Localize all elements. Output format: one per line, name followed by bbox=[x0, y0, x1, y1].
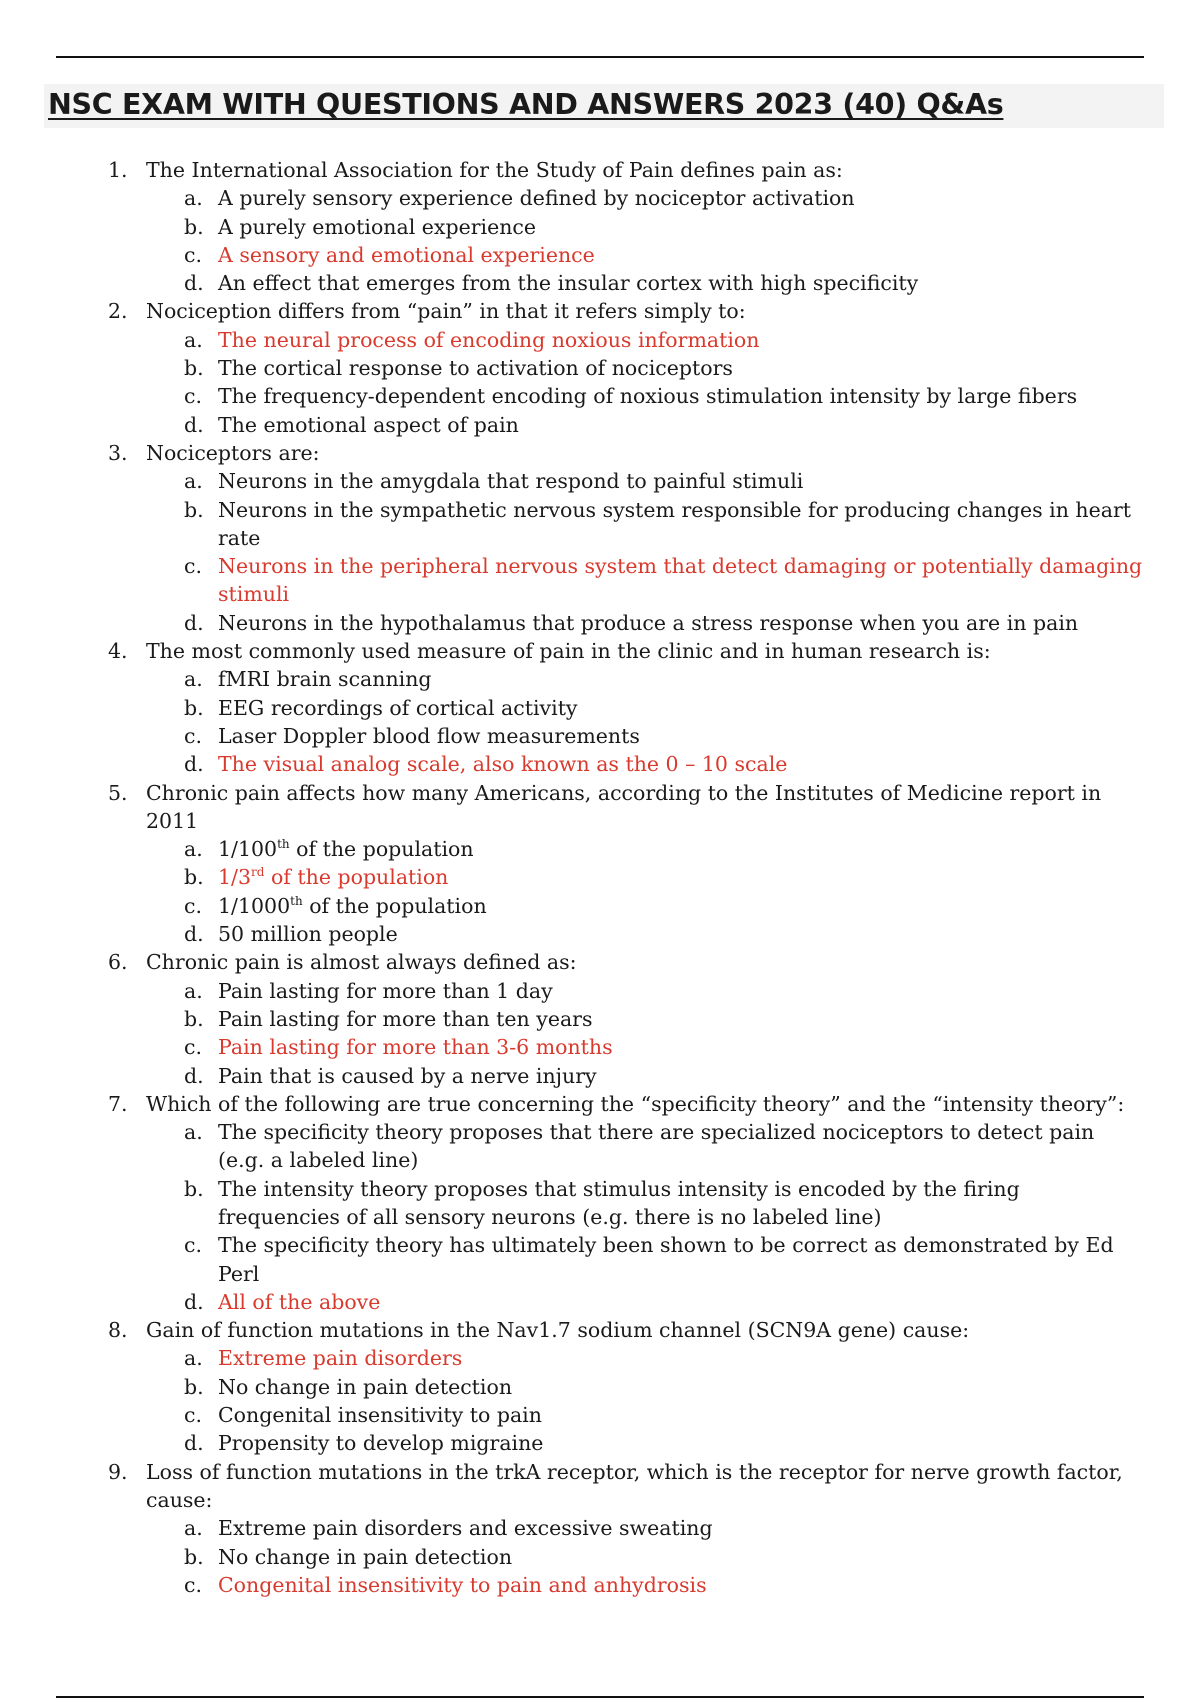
option-text: Propensity to develop migraine bbox=[218, 1431, 544, 1456]
option-letter: d. bbox=[184, 922, 204, 947]
answer-option bbox=[146, 467, 1146, 495]
correct-answer-option bbox=[146, 1571, 1146, 1599]
answer-option bbox=[146, 722, 1146, 750]
ordinal-suffix: rd bbox=[251, 865, 265, 880]
option-letter: b. bbox=[184, 497, 204, 522]
option-text: Congenital insensitivity to pain bbox=[218, 1403, 542, 1428]
option-text-rest: of the population bbox=[264, 865, 449, 890]
option-text: The intensity theory proposes that stimulus intensity is encoded by the firing frequencies of all sensory neurons (e.g. there is no labeled line) bbox=[218, 1176, 1020, 1229]
question-item bbox=[0, 297, 1146, 438]
option-letter: d. bbox=[184, 1063, 204, 1088]
option-letter: a. bbox=[184, 469, 203, 494]
option-text: All of the above bbox=[218, 1289, 381, 1314]
option-text: No change in pain detection bbox=[218, 1374, 513, 1399]
question-number: 9. bbox=[108, 1459, 128, 1484]
option-text: The visual analog scale, also known as the 0 – 10 scale bbox=[218, 752, 788, 777]
answer-option bbox=[146, 1429, 1146, 1457]
option-letter: b. bbox=[184, 865, 204, 890]
option-text: Congenital insensitivity to pain and anhydrosis bbox=[218, 1572, 707, 1597]
question-text: Chronic pain affects how many Americans, according to the Institutes of Medicine report in 2011 bbox=[146, 780, 1102, 833]
option-letter: b. bbox=[184, 1176, 204, 1201]
answer-option bbox=[146, 977, 1146, 1005]
question-number: 3. bbox=[108, 440, 128, 465]
top-rule bbox=[56, 56, 1144, 58]
answer-option bbox=[146, 1373, 1146, 1401]
question-number: 5. bbox=[108, 780, 128, 805]
option-list bbox=[184, 835, 1146, 948]
question-text: Nociception differs from “pain” in that it refers simply to: bbox=[146, 299, 746, 324]
option-text: The specificity theory has ultimately been shown to be correct as demonstrated by Ed Perl bbox=[218, 1233, 1114, 1286]
option-text: Pain lasting for more than 3-6 months bbox=[218, 1035, 613, 1060]
option-text bbox=[218, 865, 448, 889]
option-text: The neural process of encoding noxious information bbox=[218, 327, 760, 352]
correct-answer-option bbox=[146, 1288, 1146, 1316]
answer-option bbox=[146, 184, 1146, 212]
option-letter: b. bbox=[184, 1374, 204, 1399]
option-text: The frequency-dependent encoding of noxious stimulation intensity by large fibers bbox=[218, 384, 1078, 409]
option-letter: d. bbox=[184, 271, 204, 296]
option-letter: c. bbox=[184, 554, 202, 579]
ordinal-suffix: th bbox=[290, 893, 303, 908]
option-list bbox=[184, 665, 1146, 778]
option-letter: c. bbox=[184, 893, 202, 918]
bottom-rule bbox=[56, 1696, 1144, 1698]
option-text: EEG recordings of cortical activity bbox=[218, 695, 578, 720]
correct-answer-option bbox=[146, 241, 1146, 269]
answer-option bbox=[146, 1514, 1146, 1542]
option-list bbox=[184, 1344, 1146, 1457]
option-text: Neurons in the sympathetic nervous system responsible for producing changes in heart rate bbox=[218, 497, 1132, 550]
question-item bbox=[0, 637, 1146, 778]
option-letter: d. bbox=[184, 752, 204, 777]
option-text: Extreme pain disorders and excessive sweating bbox=[218, 1516, 713, 1541]
option-letter: d. bbox=[184, 610, 204, 635]
answer-option bbox=[146, 609, 1146, 637]
option-list bbox=[184, 977, 1146, 1090]
option-text: The specificity theory proposes that there are specialized nociceptors to detect pain (e.g. a labeled line) bbox=[218, 1120, 1095, 1173]
option-text: The cortical response to activation of nociceptors bbox=[218, 356, 733, 381]
option-text: Pain lasting for more than ten years bbox=[218, 1006, 593, 1031]
question-text: Gain of function mutations in the Nav1.7 sodium channel (SCN9A gene) cause: bbox=[146, 1318, 970, 1343]
option-text: No change in pain detection bbox=[218, 1544, 513, 1569]
answer-option bbox=[146, 694, 1146, 722]
option-list bbox=[184, 467, 1146, 637]
option-letter: d. bbox=[184, 1431, 204, 1456]
question-item bbox=[0, 1458, 1146, 1599]
option-letter: b. bbox=[184, 1006, 204, 1031]
option-letter: c. bbox=[184, 384, 202, 409]
option-text-fraction: 1/1000 bbox=[218, 893, 291, 918]
option-text: 50 million people bbox=[218, 922, 398, 947]
question-text: Which of the following are true concerning the “specificity theory” and the “intensity theory”: bbox=[146, 1091, 1125, 1116]
option-letter: a. bbox=[184, 978, 203, 1003]
option-text: A purely sensory experience defined by nociceptor activation bbox=[218, 186, 855, 211]
option-letter: d. bbox=[184, 412, 204, 437]
answer-option bbox=[146, 1062, 1146, 1090]
option-text: Pain that is caused by a nerve injury bbox=[218, 1063, 597, 1088]
question-number: 1. bbox=[108, 158, 128, 182]
option-text-fraction: 1/100 bbox=[218, 837, 278, 862]
answer-option bbox=[146, 1543, 1146, 1571]
option-letter: c. bbox=[184, 723, 202, 748]
option-list bbox=[184, 1514, 1146, 1599]
question-text: The International Association for the Study of Pain defines pain as: bbox=[146, 158, 843, 182]
option-text: fMRI brain scanning bbox=[218, 667, 432, 692]
option-letter: a. bbox=[184, 186, 203, 211]
answer-option bbox=[146, 411, 1146, 439]
option-letter: c. bbox=[184, 242, 202, 267]
correct-answer-option bbox=[146, 552, 1146, 609]
option-letter: c. bbox=[184, 1035, 202, 1060]
option-letter: a. bbox=[184, 837, 203, 862]
page-title: NSC EXAM WITH QUESTIONS AND ANSWERS 2023 (40) Q&As bbox=[48, 88, 1004, 121]
correct-answer-option bbox=[146, 1344, 1146, 1372]
option-letter: c. bbox=[184, 1403, 202, 1428]
option-letter: d. bbox=[184, 1289, 204, 1314]
answer-option bbox=[146, 354, 1146, 382]
option-letter: b. bbox=[184, 356, 204, 381]
question-item bbox=[0, 948, 1146, 1089]
answer-option bbox=[146, 920, 1146, 948]
question-list bbox=[0, 156, 1200, 1599]
answer-option bbox=[146, 213, 1146, 241]
option-text: The emotional aspect of pain bbox=[218, 412, 519, 437]
correct-answer-option bbox=[146, 863, 1146, 891]
answer-option bbox=[146, 1401, 1146, 1429]
answer-option bbox=[146, 496, 1146, 553]
option-list bbox=[184, 1118, 1146, 1316]
option-letter: b. bbox=[184, 1544, 204, 1569]
option-text: An effect that emerges from the insular cortex with high specificity bbox=[218, 271, 919, 296]
answer-option bbox=[146, 1175, 1146, 1232]
question-number: 8. bbox=[108, 1318, 128, 1343]
option-letter: a. bbox=[184, 1346, 203, 1371]
question-item bbox=[0, 1090, 1146, 1316]
question-item bbox=[0, 156, 1146, 297]
option-text: Neurons in the hypothalamus that produce a stress response when you are in pain bbox=[218, 610, 1079, 635]
correct-answer-option bbox=[146, 1033, 1146, 1061]
option-text: Laser Doppler blood flow measurements bbox=[218, 723, 640, 748]
answer-option bbox=[146, 382, 1146, 410]
question-item bbox=[0, 439, 1146, 637]
option-text: Neurons in the amygdala that respond to painful stimuli bbox=[218, 469, 804, 494]
question-text: The most commonly used measure of pain in the clinic and in human research is: bbox=[146, 639, 991, 664]
question-item bbox=[0, 1316, 1146, 1457]
option-text bbox=[218, 837, 474, 861]
question-number: 4. bbox=[108, 639, 128, 664]
question-number: 7. bbox=[108, 1091, 128, 1116]
question-text: Nociceptors are: bbox=[146, 440, 320, 465]
option-text: A purely emotional experience bbox=[218, 214, 537, 239]
option-letter: a. bbox=[184, 1516, 203, 1541]
option-letter: b. bbox=[184, 695, 204, 720]
option-text: Pain lasting for more than 1 day bbox=[218, 978, 553, 1003]
question-text: Loss of function mutations in the trkA receptor, which is the receptor for nerve growth factor, cause: bbox=[146, 1459, 1123, 1512]
option-text bbox=[218, 894, 487, 918]
option-letter: a. bbox=[184, 327, 203, 352]
answer-option bbox=[146, 1005, 1146, 1033]
option-text-rest: of the population bbox=[289, 837, 474, 862]
option-text-rest: of the population bbox=[302, 893, 487, 918]
option-text: A sensory and emotional experience bbox=[218, 242, 595, 267]
answer-option bbox=[146, 1118, 1146, 1175]
question-text: Chronic pain is almost always defined as: bbox=[146, 950, 577, 975]
option-list bbox=[184, 184, 1146, 297]
option-letter: b. bbox=[184, 214, 204, 239]
option-letter: c. bbox=[184, 1572, 202, 1597]
answer-option bbox=[146, 892, 1146, 920]
option-letter: c. bbox=[184, 1233, 202, 1258]
option-list bbox=[184, 326, 1146, 439]
correct-answer-option bbox=[146, 326, 1146, 354]
question-number: 2. bbox=[108, 299, 128, 324]
option-letter: a. bbox=[184, 1120, 203, 1145]
ordinal-suffix: th bbox=[277, 837, 290, 852]
option-text: Neurons in the peripheral nervous system that detect damaging or potentially damaging stimuli bbox=[218, 554, 1143, 607]
answer-option bbox=[146, 269, 1146, 297]
answer-option bbox=[146, 1231, 1146, 1288]
correct-answer-option bbox=[146, 750, 1146, 778]
answer-option bbox=[146, 665, 1146, 693]
question-number: 6. bbox=[108, 950, 128, 975]
answer-option bbox=[146, 835, 1146, 863]
option-text: Extreme pain disorders bbox=[218, 1346, 463, 1371]
option-text-fraction: 1/3 bbox=[218, 865, 251, 890]
option-letter: a. bbox=[184, 667, 203, 692]
question-item bbox=[0, 779, 1146, 949]
